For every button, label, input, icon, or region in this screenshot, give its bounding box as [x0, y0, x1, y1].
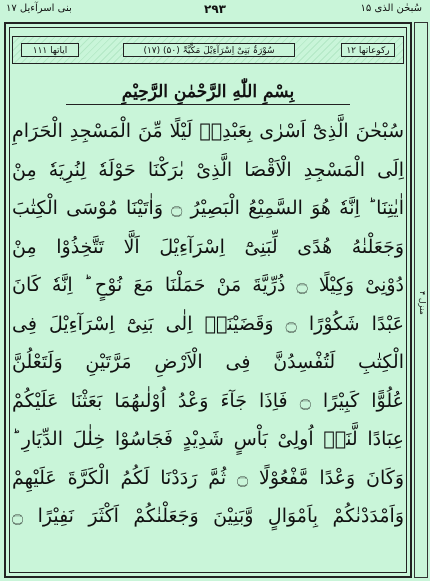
- surah-header-band: [12, 36, 404, 64]
- ruku-count: رکوعاتھا ۱۲: [341, 43, 395, 57]
- verse-line-1: سُبْحٰنَ الَّذِیْٓ اَسْرٰی بِعَبْدِهٖ لَیْلًا مِّنَ الْمَسْجِدِ الْحَرَامِ: [12, 120, 404, 142]
- verse-line-2: اِلَی الْمَسْجِدِ الْاَقْصَا الَّذِیْ بٰرَكْنَا حَوْلَهٗ لِنُرِیَهٗ مِنْ: [12, 158, 404, 181]
- header-surah-label: بنی اسرآءیل ۱۷: [6, 3, 72, 14]
- verse-lines: [12, 112, 404, 536]
- verse-line-3: اٰیٰتِنَا ؕ اِنَّهٗ هُوَ السَّمِیْعُ الْبَصِیْرُ ۝ وَاٰتَیْنَا مُوْسَی الْكِتٰبَ: [12, 197, 404, 219]
- verse-line-11: وَاَمْدَدْنٰكُمْ بِاَمْوَالٍ وَّبَنِیْنَ وَجَعَلْنٰكُمْ اَكْثَرَ نَفِیْرًا ۝: [12, 505, 404, 527]
- bismillah: بِسْمِ اللّٰهِ الرَّحْمٰنِ الرَّحِيْمِ: [66, 80, 350, 105]
- verse-line-6: عَبْدًا شَكُوْرًا ۝ وَقَضَیْنَاۤ اِلٰی بَنِیْٓ اِسْرَآءِیْلَ فِی: [12, 312, 404, 335]
- verse-line-10: وَكَانَ وَعْدًا مَّفْعُوْلًا ۝ ثُمَّ رَدَدْنَا لَكُمُ الْكَرَّةَ عَلَیْهِمْ: [12, 466, 404, 489]
- surah-name: (۱۷) سُوْرَۃُ بَنِیْ اِسْرَآءِیْلَ مَکِّیَّۃٌ (۵۰): [123, 43, 295, 57]
- page-number: ۲۹۳: [204, 2, 226, 16]
- bismillah-band: [12, 78, 404, 106]
- verse-line-8: عُلُوًّا كَبِیْرًا ۝ فَاِذَا جَآءَ وَعْدُ اُوْلٰىهُمَا بَعَثْنَا عَلَیْكُمْ: [12, 389, 404, 412]
- page-header: [0, 0, 430, 18]
- ayat-count: ایاتھا ۱۱۱: [21, 43, 79, 57]
- verse-line-5: دُوْنِیْ وَكِیْلًا ۝ ذُرِّیَّةَ مَنْ حَمَلْنَا مَعَ نُوْحٍ ؕ اِنَّهٗ كَانَ: [12, 274, 404, 296]
- side-margin-label: منزل ۴: [414, 22, 428, 578]
- verse-line-4: وَجَعَلْنٰهُ هُدًی لِّبَنِیْٓ اِسْرَآءِیْلَ اَلَّا تَتَّخِذُوْا مِنْ: [12, 235, 404, 258]
- verse-line-9: عِبَادًا لَّنَاۤ اُولِیْ بَاْسٍ شَدِیْدٍ فَجَاسُوْا خِلٰلَ الدِّیَارِ ؕ: [12, 428, 404, 450]
- header-para-label: سُبحٰن الذی ۱۵: [360, 3, 422, 14]
- verse-line-7: الْكِتٰبِ لَتُفْسِدُنَّ فِی الْاَرْضِ مَرَّتَیْنِ وَلَتَعْلُنَّ: [12, 351, 404, 373]
